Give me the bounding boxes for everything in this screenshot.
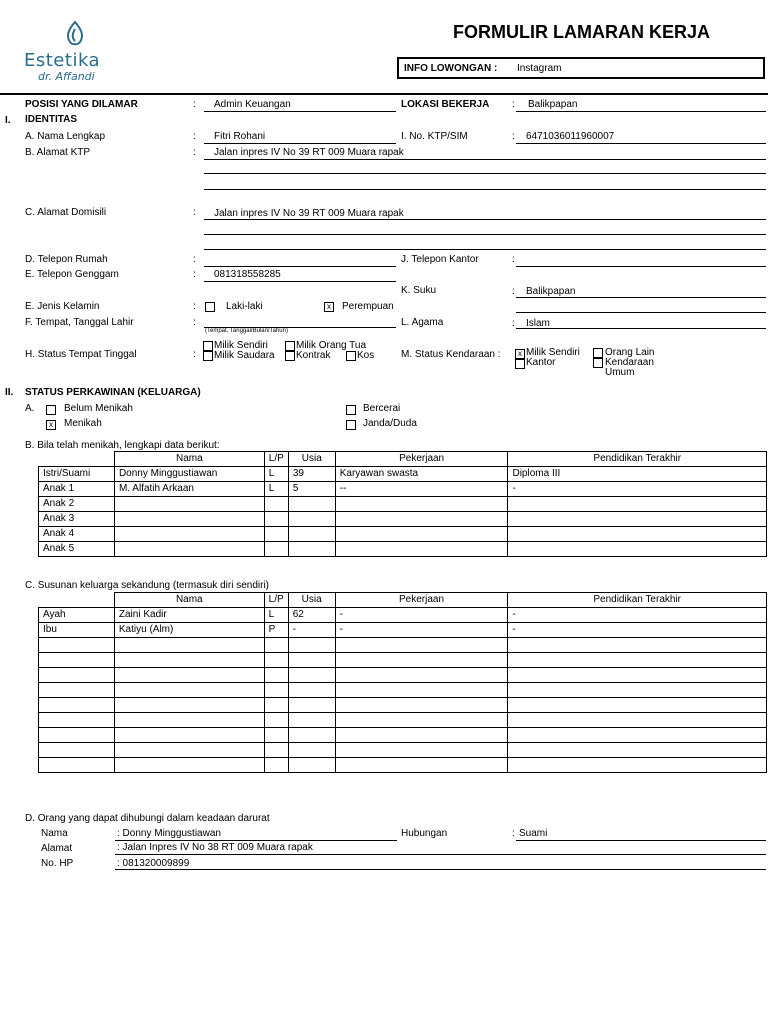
table-cell[interactable]	[508, 668, 767, 683]
bercerai-checkbox[interactable]	[346, 405, 356, 415]
ttl-hint: (Tempat, Tanggal/Bulan/Tahun)	[205, 328, 288, 334]
table-cell[interactable]	[508, 527, 767, 542]
table-row	[39, 743, 767, 758]
table-cell[interactable]	[114, 713, 264, 728]
header-cell: Usia	[288, 452, 335, 467]
header-cell: L/P	[264, 593, 288, 608]
table-cell[interactable]	[264, 683, 288, 698]
orang-lain-checkbox[interactable]	[593, 348, 603, 358]
header-cell: Pekerjaan	[335, 452, 508, 467]
table-cell[interactable]	[288, 497, 335, 512]
table-row	[39, 467, 767, 482]
table-cell[interactable]	[264, 713, 288, 728]
darurat-hp-label: No. HP	[41, 858, 74, 869]
status-tinggal-label: H. Status Tempat Tinggal	[25, 349, 137, 360]
table-cell: Ayah	[39, 608, 115, 623]
kontrak-checkbox[interactable]	[285, 351, 295, 361]
header-cell: Nama	[114, 593, 264, 608]
darurat-hubungan-label: Hubungan	[401, 828, 448, 839]
brand-subtitle: dr. Affandi	[38, 70, 95, 83]
header-divider	[0, 93, 768, 95]
table-cell[interactable]	[335, 653, 508, 668]
orang-lain-label: Orang Lain	[605, 347, 655, 358]
table-cell	[39, 698, 115, 713]
table-cell[interactable]	[335, 527, 508, 542]
table-row	[39, 542, 767, 557]
table-cell[interactable]: M. Alfatih Arkaan	[114, 482, 264, 497]
table-c-title: C. Susunan keluarga sekandung (termasuk diri sendiri)	[25, 580, 270, 591]
table-cell[interactable]	[114, 527, 264, 542]
janda-duda-label: Janda/Duda	[363, 418, 417, 429]
table-cell[interactable]	[508, 638, 767, 653]
table-cell[interactable]	[264, 758, 288, 773]
table-cell[interactable]	[288, 743, 335, 758]
kendaraan-milik-sendiri-checkbox[interactable]: x	[515, 349, 525, 359]
table-cell[interactable]	[288, 698, 335, 713]
darurat-nama-value[interactable]: : Donny Minggustiawan	[117, 828, 221, 839]
bercerai-label: Bercerai	[363, 403, 401, 414]
table-cell[interactable]	[288, 758, 335, 773]
table-row	[39, 638, 767, 653]
table-cell[interactable]	[288, 527, 335, 542]
table-header-row	[39, 452, 767, 467]
brand-logo-icon	[60, 20, 90, 50]
table-cell[interactable]	[264, 542, 288, 557]
table-cell[interactable]	[114, 683, 264, 698]
suku-value[interactable]: Balikpapan	[526, 286, 576, 297]
table-cell[interactable]	[335, 512, 508, 527]
table-cell[interactable]: L	[264, 467, 288, 482]
table-cell[interactable]: 62	[288, 608, 335, 623]
table-row	[39, 668, 767, 683]
telepon-rumah-label: D. Telepon Rumah	[25, 254, 108, 265]
janda-duda-checkbox[interactable]	[346, 420, 356, 430]
belum-menikah-label: Belum Menikah	[64, 403, 133, 414]
milik-saudara-checkbox[interactable]	[203, 351, 213, 361]
table-cell	[39, 728, 115, 743]
table-cell[interactable]: L	[264, 482, 288, 497]
section1-number: I.	[5, 115, 11, 126]
jenis-kelamin-label: E. Jenis Kelamin	[25, 301, 100, 312]
table-cell[interactable]	[264, 527, 288, 542]
table-cell[interactable]	[508, 758, 767, 773]
alamat-ktp-value[interactable]: Jalan inpres IV No 39 RT 009 Muara rapak	[214, 147, 404, 158]
lokasi-label: LOKASI BEKERJA	[401, 99, 490, 110]
table-cell[interactable]: Donny Minggustiawan	[114, 467, 264, 482]
belum-menikah-checkbox[interactable]	[46, 405, 56, 415]
table-cell: Anak 5	[39, 542, 115, 557]
nama-value[interactable]: Fitri Rohani	[214, 131, 266, 142]
table-cell[interactable]	[288, 542, 335, 557]
header-cell-blank	[39, 452, 115, 467]
table-cell[interactable]: -	[508, 482, 767, 497]
milik-orang-tua-label: Milik Orang Tua	[296, 340, 367, 351]
table-header-row	[39, 593, 767, 608]
table-cell	[39, 713, 115, 728]
table-cell[interactable]	[114, 668, 264, 683]
table-cell[interactable]	[335, 713, 508, 728]
alamat-domisili-value[interactable]: Jalan inpres IV No 39 RT 009 Muara rapak	[214, 208, 404, 219]
table-cell[interactable]: 5	[288, 482, 335, 497]
table-cell[interactable]	[114, 512, 264, 527]
milik-sendiri-label: Milik Sendiri	[214, 340, 268, 351]
suku-label: K. Suku	[401, 285, 437, 296]
table-cell[interactable]	[264, 497, 288, 512]
table-cell[interactable]	[508, 512, 767, 527]
header-cell: Pendidikan Terakhir	[508, 452, 767, 467]
table-cell[interactable]: Diploma III	[508, 467, 767, 482]
milik-sendiri-checkbox[interactable]	[203, 341, 213, 351]
table-cell[interactable]	[114, 542, 264, 557]
perempuan-label: Perempuan	[342, 301, 394, 312]
table-cell[interactable]	[335, 542, 508, 557]
table-cell[interactable]	[508, 683, 767, 698]
table-cell[interactable]	[335, 683, 508, 698]
section2-number: II.	[5, 387, 14, 398]
milik-saudara-label: Milik Saudara	[214, 350, 275, 361]
table-cell[interactable]	[508, 653, 767, 668]
ktp-value[interactable]: 6471036011960007	[526, 131, 615, 142]
table-cell[interactable]	[335, 638, 508, 653]
table-cell[interactable]	[288, 713, 335, 728]
table-cell[interactable]	[335, 497, 508, 512]
table-cell[interactable]	[335, 698, 508, 713]
darurat-nama-label: Nama	[41, 828, 68, 839]
table-cell[interactable]: Zaini Kadir	[114, 608, 264, 623]
darurat-title: D. Orang yang dapat dihubungi dalam keadaan darurat	[25, 813, 270, 824]
table-cell	[39, 668, 115, 683]
header-cell: Pekerjaan	[335, 593, 508, 608]
table-cell[interactable]	[114, 653, 264, 668]
kendaraan-milik-sendiri-label: Milik Sendiri	[526, 347, 580, 358]
table-row	[39, 497, 767, 512]
nama-label: A. Nama Lengkap	[25, 131, 106, 142]
table-cell[interactable]: L	[264, 608, 288, 623]
kendaraan-kantor-label: Kantor	[526, 357, 556, 368]
table-cell[interactable]	[264, 512, 288, 527]
table-cell[interactable]: 39	[288, 467, 335, 482]
perkawinan-a-label: A.	[25, 403, 35, 414]
spouse-children-table	[38, 451, 767, 557]
table-cell[interactable]	[264, 638, 288, 653]
table-cell[interactable]: Katiyu (Alm)	[114, 623, 264, 638]
table-cell[interactable]	[264, 743, 288, 758]
telepon-kantor-label: J. Telepon Kantor	[401, 254, 479, 265]
form-title: FORMULIR LAMARAN KERJA	[453, 22, 710, 42]
table-cell: Istri/Suami	[39, 467, 115, 482]
table-cell	[39, 683, 115, 698]
table-cell[interactable]	[288, 638, 335, 653]
table-cell	[39, 758, 115, 773]
table-cell: Anak 2	[39, 497, 115, 512]
table-b-title: B. Bila telah menikah, lengkapi data berikut:	[25, 440, 220, 451]
table-cell[interactable]	[114, 497, 264, 512]
telepon-genggam-label: E. Telepon Genggam	[25, 269, 119, 280]
table-cell[interactable]	[288, 653, 335, 668]
table-cell[interactable]	[335, 668, 508, 683]
posisi-label: POSISI YANG DILAMAR	[25, 99, 138, 110]
header-cell: Nama	[114, 452, 264, 467]
laki-laki-label: Laki-laki	[226, 301, 263, 312]
table-cell[interactable]	[114, 638, 264, 653]
agama-label: L. Agama	[401, 317, 444, 328]
header-cell: L/P	[264, 452, 288, 467]
table-cell[interactable]	[508, 743, 767, 758]
alamat-ktp-label: B. Alamat KTP	[25, 147, 91, 158]
agama-value[interactable]: Islam	[526, 318, 550, 329]
menikah-label: Menikah	[64, 418, 102, 429]
darurat-hp-value[interactable]: : 081320009899	[117, 858, 190, 869]
table-row	[39, 512, 767, 527]
table-cell[interactable]: -	[508, 608, 767, 623]
table-cell[interactable]: -	[288, 623, 335, 638]
alamat-domisili-label: C. Alamat Domisili	[25, 207, 107, 218]
kos-checkbox[interactable]	[346, 351, 356, 361]
table-cell: Anak 4	[39, 527, 115, 542]
header-cell: Usia	[288, 593, 335, 608]
table-cell[interactable]: Karyawan swasta	[335, 467, 508, 482]
table-row	[39, 758, 767, 773]
laki-laki-checkbox[interactable]	[205, 302, 215, 312]
table-cell[interactable]	[508, 497, 767, 512]
table-cell[interactable]	[114, 728, 264, 743]
table-cell: Anak 1	[39, 482, 115, 497]
table-cell[interactable]: P	[264, 623, 288, 638]
table-cell[interactable]	[335, 728, 508, 743]
siblings-table	[38, 592, 767, 773]
kos-label: Kos	[357, 350, 375, 361]
header-cell: Pendidikan Terakhir	[508, 593, 767, 608]
table-cell	[39, 653, 115, 668]
table-cell[interactable]: --	[335, 482, 508, 497]
table-row	[39, 653, 767, 668]
section2-title: STATUS PERKAWINAN (KELUARGA)	[25, 387, 201, 398]
table-cell[interactable]	[264, 728, 288, 743]
table-row	[39, 698, 767, 713]
ttl-label: F. Tempat, Tanggal Lahir	[25, 317, 134, 328]
table-cell: Anak 3	[39, 512, 115, 527]
darurat-hubungan-value[interactable]: Suami	[519, 828, 548, 839]
table-cell[interactable]	[288, 512, 335, 527]
ktp-label: I. No. KTP/SIM	[401, 131, 468, 142]
info-lowongan-value[interactable]: Instagram	[517, 63, 562, 74]
posisi-value[interactable]: Admin Keuangan	[214, 99, 291, 110]
table-cell	[39, 638, 115, 653]
header-cell-blank	[39, 593, 115, 608]
menikah-checkbox[interactable]: x	[46, 420, 56, 430]
table-cell[interactable]: -	[508, 623, 767, 638]
table-cell[interactable]	[288, 683, 335, 698]
table-cell[interactable]	[335, 743, 508, 758]
table-cell[interactable]	[508, 542, 767, 557]
table-cell[interactable]	[508, 698, 767, 713]
table-cell: Ibu	[39, 623, 115, 638]
table-cell[interactable]	[114, 758, 264, 773]
kendaraan-umum-label-2: Umum	[605, 367, 635, 378]
table-cell[interactable]	[114, 743, 264, 758]
table-row	[39, 683, 767, 698]
kendaraan-umum-label: Kendaraan	[605, 357, 654, 368]
table-cell[interactable]: -	[335, 623, 508, 638]
table-row	[39, 728, 767, 743]
kendaraan-umum-checkbox[interactable]	[593, 358, 603, 368]
info-lowongan-label: INFO LOWONGAN :	[404, 63, 498, 74]
table-cell[interactable]	[264, 653, 288, 668]
table-row	[39, 713, 767, 728]
section1-title: IDENTITAS	[25, 114, 78, 125]
perempuan-checkbox[interactable]: x	[324, 302, 334, 312]
milik-orang-tua-checkbox[interactable]	[285, 341, 295, 351]
table-cell[interactable]	[114, 698, 264, 713]
info-lowongan-box	[397, 57, 765, 79]
status-kendaraan-label: M. Status Kendaraan :	[401, 349, 501, 360]
table-cell[interactable]	[335, 758, 508, 773]
lokasi-value[interactable]: Balikpapan	[528, 99, 578, 110]
table-row	[39, 608, 767, 623]
table-row	[39, 482, 767, 497]
table-cell[interactable]	[288, 728, 335, 743]
table-cell[interactable]	[264, 698, 288, 713]
darurat-alamat-value[interactable]: : Jalan Inpres IV No 38 RT 009 Muara rapak	[117, 842, 313, 853]
brand-name: Estetika	[24, 50, 101, 71]
kendaraan-kantor-checkbox[interactable]	[515, 359, 525, 369]
darurat-alamat-label: Alamat	[41, 843, 73, 854]
telepon-genggam-value[interactable]: 081318558285	[214, 269, 281, 280]
table-cell	[39, 743, 115, 758]
table-cell[interactable]: -	[335, 608, 508, 623]
table-cell[interactable]	[508, 728, 767, 743]
table-cell[interactable]	[288, 668, 335, 683]
kontrak-label: Kontrak	[296, 350, 331, 361]
table-cell[interactable]	[264, 668, 288, 683]
table-row	[39, 623, 767, 638]
table-cell[interactable]	[508, 713, 767, 728]
table-row	[39, 527, 767, 542]
